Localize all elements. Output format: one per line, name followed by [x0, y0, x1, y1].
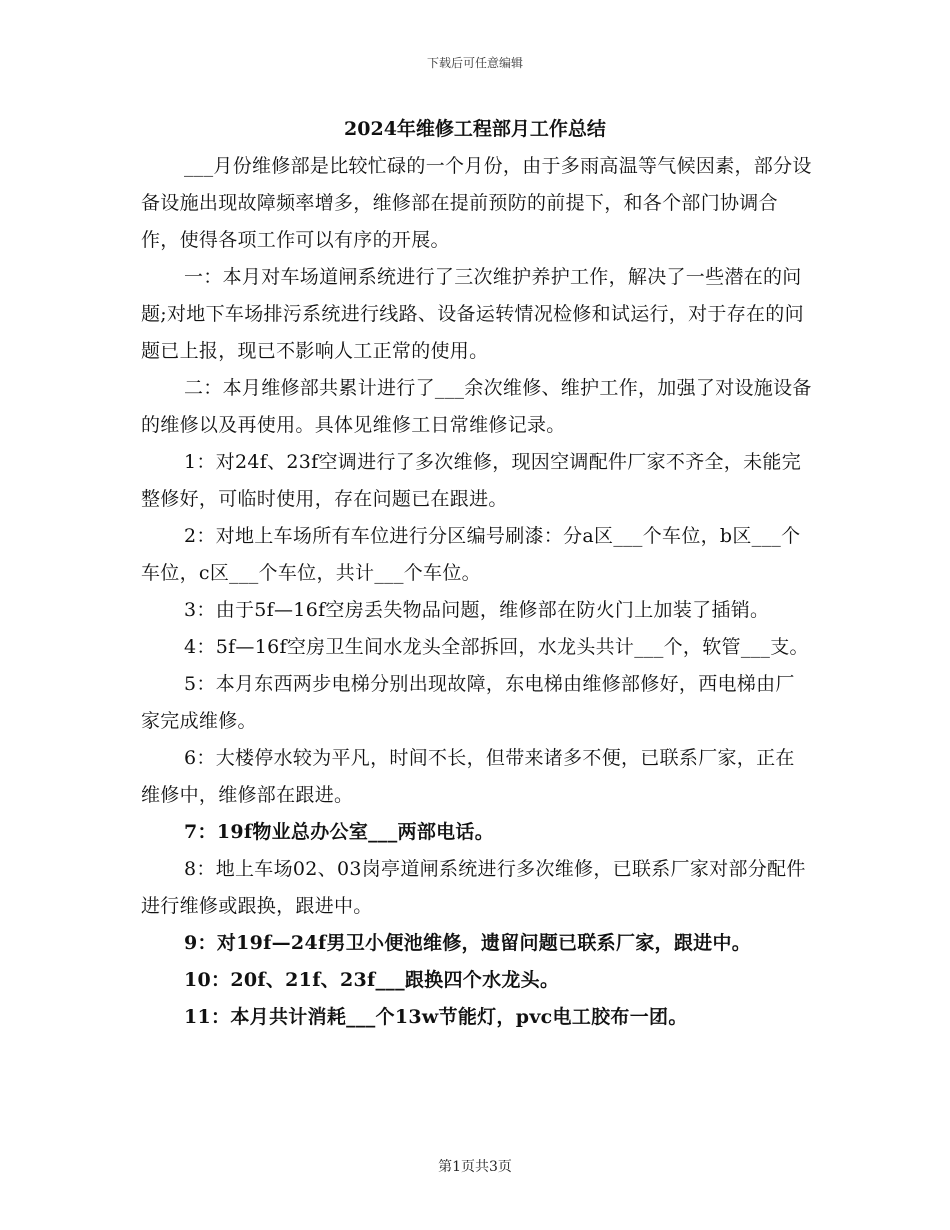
list-item-8: 8：地上车场02、03岗亭道闸系统进行多次维修，已联系厂家对部分配件进行维修或跟换，跟进中。	[141, 858, 806, 917]
list-item-7: 7：19f物业总办公室___两部电话。	[184, 821, 495, 843]
list-item-9: 9：对19f—24f男卫小便池维修，遗留问题已联系厂家，跟进中。	[184, 932, 752, 954]
page-footer: 第1页共3页	[438, 1159, 512, 1175]
list-item-3: 3：由于5f—16f空房丢失物品问题，维修部在防火门上加装了插销。	[184, 599, 770, 621]
list-item-11: 11：本月共计消耗___个13w节能灯，pvc电工胶布一团。	[184, 1006, 688, 1028]
list-item-1: 1：对24f、23f空调进行了多次维修，现因空调配件厂家不齐全，未能完整修好，可临时使用，存在问题已在跟进。	[141, 451, 802, 510]
paragraph-intro: ___月份维修部是比较忙碌的一个月份，由于多雨高温等气候因素，部分设备设施出现故障频率增多，维修部在提前预防的前提下，和各个部门协调合作，使得各项工作可以有序的开展。	[141, 155, 812, 251]
paragraph-section-2: 二：本月维修部共累计进行了___余次维修、维护工作，加强了对设施设备的维修以及再使用。具体见维修工日常维修记录。	[141, 377, 812, 436]
list-item-10: 10：20f、21f、23f___跟换四个水龙头。	[184, 969, 560, 991]
list-item-6: 6：大楼停水较为平凡，时间不长，但带来诸多不便，已联系厂家，正在维修中，维修部在跟进。	[141, 747, 795, 806]
page-header: 下载后可任意编辑	[426, 56, 523, 70]
list-item-4: 4：5f—16f空房卫生间水龙头全部拆回，水龙头共计___个，软管___支。	[184, 636, 809, 658]
document-title: 2024年维修工程部月工作总结	[344, 118, 606, 140]
list-item-5: 5：本月东西两步电梯分别出现故障，东电梯由维修部修好，西电梯由厂家完成维修。	[141, 673, 795, 732]
document-body	[141, 148, 813, 1036]
list-item-2: 2：对地上车场所有车位进行分区编号刷漆：分a区___个车位，b区___个车位，c区___个车位，共计___个车位。	[141, 525, 801, 584]
paragraph-section-1: 一：本月对车场道闸系统进行了三次维护养护工作，解决了一些潜在的问题;对地下车场排污系统进行线路、设备运转情况检修和试运行，对于存在的问题已上报，现已不影响人工正常的使用。	[141, 266, 804, 362]
